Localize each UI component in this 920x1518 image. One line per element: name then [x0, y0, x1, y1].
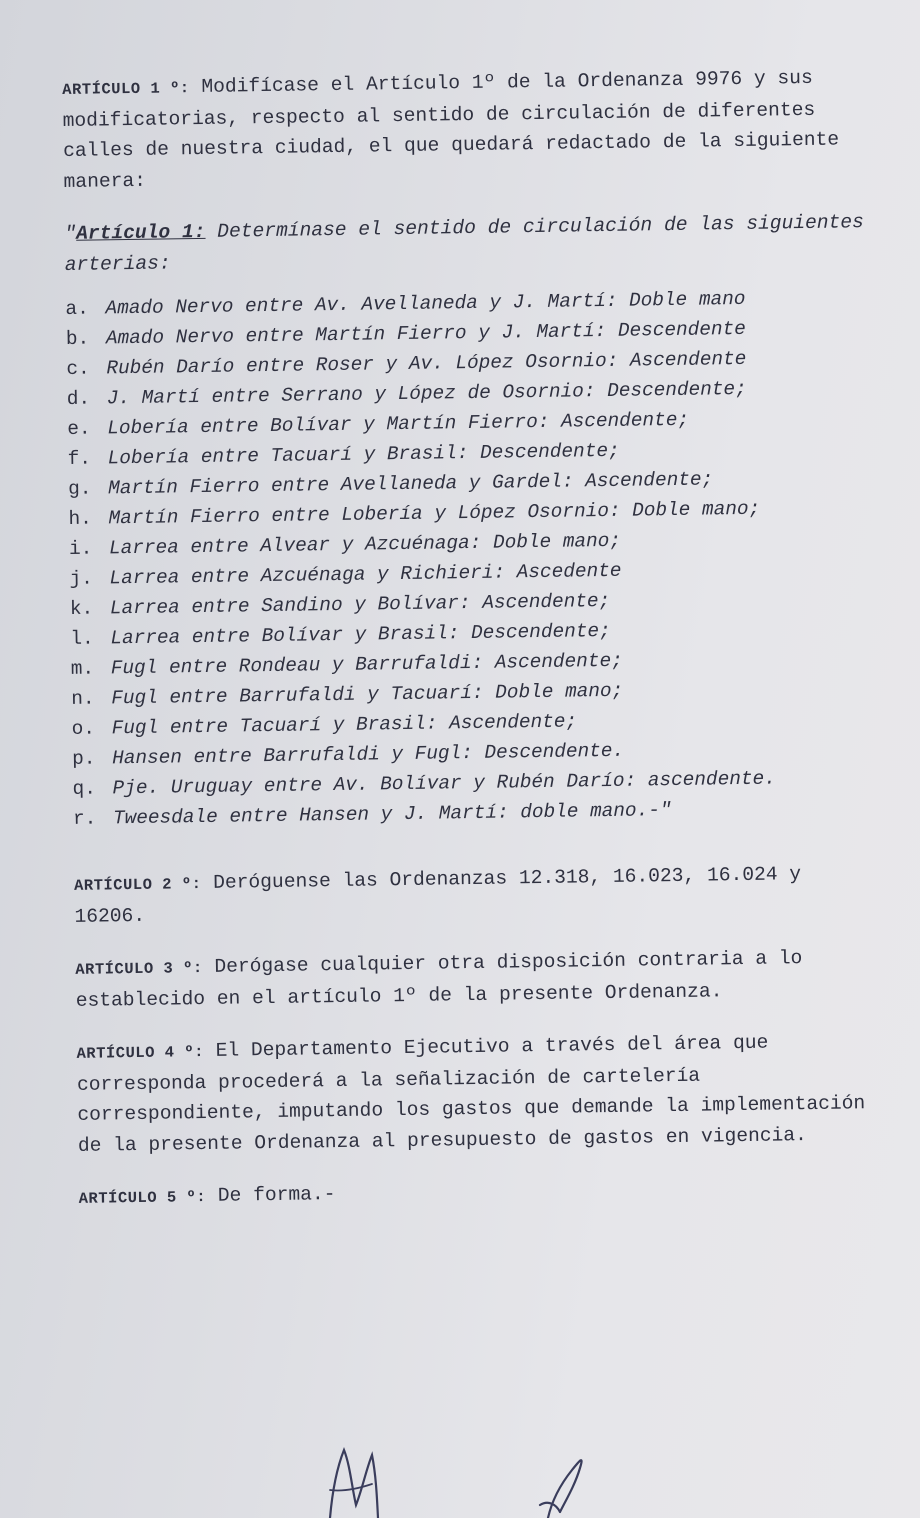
article-3-text: Derógase cualquier otra disposición contraria a lo establecido en el artículo 1º de la presente Ordenanza.: [75, 946, 815, 1012]
list-item-text: Larrea entre Sandino y Bolívar: Ascendente;: [109, 589, 611, 620]
list-item-text: Amado Nervo entre Av. Avellaneda y J. Martí: Doble mano: [105, 287, 746, 320]
article-4-text: El Departamento Ejecutivo a través del área que corresponda procederá a la señalización de cartelería correspondiente, imputando los gastos que demande la implementación de la presente Ordenanza al presupuesto de gastos en vigencia.: [76, 1031, 878, 1157]
list-item-letter: c.: [66, 357, 90, 380]
article-2: [74, 858, 875, 932]
signature-stroke-left: [330, 1450, 378, 1518]
list-item-text: Lobería entre Tacuarí y Brasil: Descendente;: [107, 439, 620, 470]
article-3-heading: ARTÍCULO 3 º:: [75, 959, 203, 979]
list-item-text: Lobería entre Bolívar y Martín Fierro: Ascendente;: [107, 408, 690, 440]
list-item-letter: k.: [69, 597, 94, 620]
list-item-letter: r.: [72, 807, 97, 830]
ordinance-text: [62, 62, 879, 1236]
article-1-text: Modifícase el Artículo 1º de la Ordenanza 9976 y sus modificatorias, respecto al sentido de circulación de diferentes calles de nuestra ciudad, el que quedará redactado de la siguiente manera:: [62, 66, 852, 193]
list-item-letter: j.: [69, 567, 93, 590]
list-item-text: Martín Fierro entre Avellaneda y Gardel: Ascendente;: [107, 468, 714, 500]
signature-stroke-right: [540, 1460, 582, 1518]
signature-stroke-cross: [330, 1484, 372, 1491]
list-item-text: Larrea entre Alvear y Azcuénaga: Doble mano;: [108, 529, 622, 560]
inner-article-intro: [64, 207, 865, 280]
inner-article: [64, 207, 873, 834]
list-item-letter: b.: [65, 327, 90, 350]
list-item-letter: q.: [72, 777, 97, 800]
list-item-text: Amado Nervo entre Martín Fierro y J. Martí: Descendente: [105, 317, 747, 350]
list-item-text: Fugl entre Rondeau y Barrufaldi: Ascendente;: [110, 649, 623, 680]
list-item-letter: g.: [67, 477, 92, 500]
inner-article-title: Artículo 1:: [75, 220, 206, 245]
list-item-text: Fugl entre Barrufaldi y Tacuarí: Doble mano;: [111, 679, 624, 710]
article-5: [78, 1171, 878, 1214]
list-item-text: Larrea entre Azcuénaga y Richieri: Ascedente: [109, 559, 622, 590]
article-5-heading: ARTÍCULO 5 º:: [78, 1187, 207, 1208]
article-2-text: Deróguense las Ordenanzas 12.318, 16.023, 16.024 y 16206.: [74, 862, 813, 928]
inner-article-text: Determínase el sentido de circulación de las siguientes arterias:: [64, 211, 865, 276]
list-item-letter: i.: [68, 537, 93, 560]
list-item-letter: m.: [70, 657, 95, 680]
list-item-text: Rubén Darío entre Roser y Av. López Osornio: Ascendente: [106, 347, 747, 380]
list-item-text: Martín Fierro entre Lobería y López Osornio: Doble mano;: [108, 497, 761, 530]
list-item-letter: e.: [67, 417, 91, 440]
list-item-letter: f.: [67, 447, 92, 470]
streets-list: [65, 282, 873, 834]
article-2-heading: ARTÍCULO 2 º:: [73, 875, 202, 895]
article-1: [62, 62, 864, 197]
list-item-text: Hansen entre Barrufaldi y Fugl: Descendente.: [111, 739, 625, 770]
list-item-text: J. Martí entre Serrano y López de Osornio: Descendente;: [106, 377, 747, 410]
list-item-letter: d.: [66, 387, 91, 410]
open-quote: ": [64, 222, 77, 245]
list-item-letter: h.: [68, 507, 93, 530]
list-item-letter: a.: [65, 297, 89, 320]
list-item-letter: l.: [70, 627, 94, 650]
list-item-text: Larrea entre Bolívar y Brasil: Descendente;: [110, 619, 611, 650]
article-3: [75, 942, 876, 1016]
list-item-text: Fugl entre Tacuarí y Brasil: Ascendente;: [111, 710, 578, 740]
article-5-text: De forma.-: [217, 1183, 336, 1207]
list-item-letter: p.: [71, 747, 96, 770]
article-4-heading: ARTÍCULO 4 º:: [76, 1043, 205, 1063]
article-1-heading: ARTÍCULO 1 º:: [62, 79, 190, 99]
list-item-text: Tweesdale entre Hansen y J. Martí: doble mano.-": [112, 799, 672, 830]
article-4: [76, 1026, 878, 1161]
list-item-letter: o.: [71, 717, 96, 740]
list-item-letter: n.: [71, 687, 95, 710]
list-item-text: Pje. Uruguay entre Av. Bolívar y Rubén Darío: ascendente.: [112, 767, 776, 800]
